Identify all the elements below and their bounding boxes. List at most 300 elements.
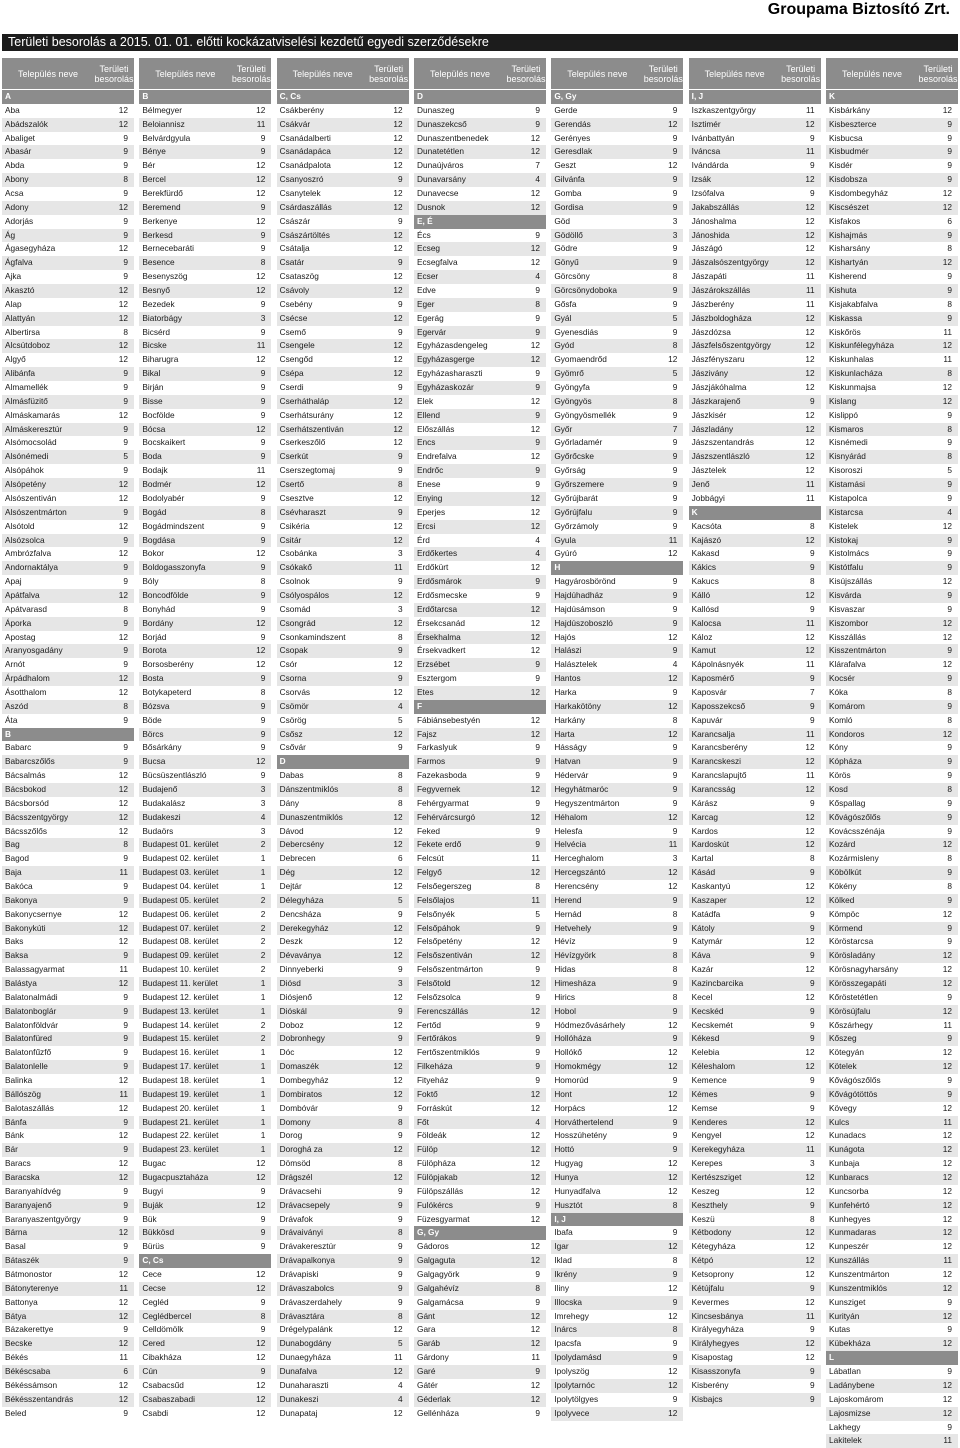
table-row	[826, 991, 958, 1005]
territorial-class-value: 8	[672, 714, 678, 725]
table-row	[2, 464, 134, 478]
territorial-class-value: 9	[672, 1269, 678, 1280]
territorial-class-value: 9	[947, 1324, 952, 1335]
territorial-class-value: 2	[260, 894, 266, 905]
column-header	[277, 58, 409, 89]
settlement-name: Ecsegfalva	[416, 257, 458, 268]
territorial-class-value: 12	[393, 811, 403, 822]
settlement-name: Akasztó	[5, 285, 35, 296]
table-row	[2, 1199, 134, 1213]
table-row	[551, 547, 683, 561]
territorial-class-value: 12	[118, 797, 128, 808]
table-row	[414, 312, 546, 326]
table-row	[139, 506, 271, 520]
territorial-class-value: 12	[530, 520, 540, 531]
territorial-class-value: 9	[398, 465, 403, 476]
territorial-class-value: 11	[119, 1282, 128, 1293]
settlement-name: Abasár	[5, 146, 32, 157]
territorial-class-value: 12	[118, 479, 128, 490]
settlement-name: Almamellék	[5, 382, 48, 393]
settlement-name: Kisasszonyfa	[691, 1366, 741, 1377]
table-row	[826, 1199, 958, 1213]
territorial-class-value: 9	[947, 492, 952, 503]
territorial-class-value: 2	[260, 1033, 266, 1044]
settlement-name: Gánt	[416, 1310, 435, 1321]
settlement-name: Kisvárda	[828, 589, 862, 600]
table-row	[551, 242, 683, 256]
territorial-class-value: 12	[668, 1047, 678, 1058]
table-row	[826, 631, 958, 645]
table-row	[2, 894, 134, 908]
territorial-class-value: 9	[398, 645, 403, 656]
settlement-name: Erdőkertes	[416, 548, 458, 559]
table-row	[414, 1323, 546, 1337]
table-row	[139, 1365, 271, 1379]
settlement-name: Katymár	[691, 936, 723, 947]
territorial-class-value: 9	[672, 1352, 678, 1363]
territorial-class-value: 8	[672, 395, 678, 406]
table-row	[689, 284, 821, 298]
table-row	[2, 1088, 134, 1102]
table-row	[551, 1102, 683, 1116]
settlement-name: Gyöngyfa	[554, 382, 590, 393]
settlement-name: Baksa	[5, 950, 29, 961]
table-row	[689, 741, 821, 755]
table-row	[826, 187, 958, 201]
table-row	[551, 575, 683, 589]
settlement-name: Cserhátszentiván	[279, 423, 344, 434]
territorial-class-value: 12	[118, 631, 128, 642]
settlement-name: Cserdi	[279, 382, 304, 393]
territorial-class-value: 9	[398, 673, 403, 684]
table-row	[551, 520, 683, 534]
settlement-name: Harka	[554, 686, 577, 697]
section-label: F	[416, 700, 423, 711]
territorial-class-value: 8	[535, 880, 540, 891]
territorial-class-value: 12	[256, 1199, 266, 1210]
settlement-name: Karcag	[691, 811, 718, 822]
table-row	[689, 242, 821, 256]
settlement-name: Jobbágyi	[691, 492, 725, 503]
section-label: G, Gy	[416, 1227, 440, 1238]
territorial-class-value: 9	[123, 1199, 128, 1210]
territorial-class-value: 9	[123, 576, 128, 587]
territorial-class-value: 9	[535, 1019, 540, 1030]
territorial-class-value: 9	[947, 132, 952, 143]
table-row	[414, 145, 546, 159]
table-row	[2, 617, 134, 631]
territorial-class-value: 9	[947, 700, 952, 711]
settlement-name: Ivánbattyán	[691, 132, 735, 143]
settlement-name: Gerendás	[554, 118, 591, 129]
settlement-name: Kőszeg	[828, 1033, 857, 1044]
table-row	[551, 949, 683, 963]
territorial-class-value: 9	[810, 867, 815, 878]
territorial-class-value: 3	[398, 548, 403, 559]
table-row	[139, 298, 271, 312]
settlement-name: Borota	[142, 645, 167, 656]
settlement-name: Kőröstetétlen	[828, 991, 878, 1002]
territorial-class-value: 8	[672, 1199, 678, 1210]
table-row	[2, 644, 134, 658]
table-row	[139, 1171, 271, 1185]
territorial-class-value: 9	[535, 1269, 540, 1280]
settlement-name: Hévízgyörk	[554, 950, 596, 961]
territorial-class-value: 9	[672, 978, 678, 988]
settlement-name: Dusnok	[416, 201, 446, 212]
settlement-name: Kisdér	[828, 160, 853, 171]
section-letter	[689, 506, 821, 520]
settlement-name: Geszt	[554, 160, 576, 171]
territorial-class-value: 9	[123, 395, 128, 406]
territorial-class-value: 12	[805, 437, 815, 448]
table-row	[277, 534, 409, 548]
table-row	[551, 423, 683, 437]
settlement-name: Gomba	[554, 188, 582, 199]
table-row	[414, 506, 546, 520]
table-row	[2, 797, 134, 811]
table-row	[414, 949, 546, 963]
settlement-name: Felsőpáhok	[416, 922, 460, 933]
table-row	[139, 963, 271, 977]
table-row	[139, 1323, 271, 1337]
settlement-name: Fekete erdő	[416, 839, 462, 850]
settlement-name: Budajenő	[142, 783, 178, 794]
territorial-class-value: 12	[942, 1199, 952, 1210]
settlement-name: Hont	[554, 1088, 572, 1099]
territorial-class-value: 3	[398, 603, 403, 614]
territorial-class-value: 9	[947, 479, 952, 490]
table-row	[139, 797, 271, 811]
territorial-class-value: 3	[672, 853, 678, 864]
table-row	[139, 1199, 271, 1213]
table-row	[277, 1129, 409, 1143]
territorial-class-value: 12	[118, 686, 128, 697]
territorial-class-value: 9	[123, 1019, 128, 1030]
table-row	[689, 409, 821, 423]
settlement-name: Homokmégy	[554, 1061, 601, 1072]
settlement-name: Csanyoszró	[279, 174, 324, 185]
settlement-name: Kocsér	[828, 673, 855, 684]
table-row	[414, 825, 546, 839]
table-row	[2, 423, 134, 437]
table-row	[689, 838, 821, 852]
table-row	[277, 242, 409, 256]
territorial-class-value: 9	[672, 1338, 678, 1349]
settlement-name: Kardoskút	[691, 839, 729, 850]
table-row	[277, 326, 409, 340]
settlement-name: Jászágó	[691, 243, 723, 254]
settlement-name: Fábiánsebestyén	[416, 714, 481, 725]
territorial-class-value: 9	[947, 1296, 952, 1307]
settlement-name: Felgyő	[416, 867, 442, 878]
settlement-name: Iváncsa	[691, 146, 721, 157]
table-row	[139, 866, 271, 880]
settlement-name: Kisapostag	[691, 1352, 733, 1363]
table-row	[2, 104, 134, 118]
settlement-name: Jászszentlászló	[691, 451, 750, 462]
settlement-name: Bátaszék	[5, 1255, 40, 1266]
territorial-class-value: 11	[806, 146, 815, 157]
table-row	[139, 118, 271, 132]
settlement-name: Budapest 02. kerület	[142, 853, 219, 864]
settlement-name: Alsópáhok	[5, 465, 44, 476]
settlement-name: Gödöllő	[554, 229, 583, 240]
table-row	[277, 797, 409, 811]
table-row	[414, 977, 546, 991]
settlement-name: Apátfalva	[5, 589, 40, 600]
settlement-name: Izsófalva	[691, 188, 725, 199]
territorial-class-value: 12	[393, 991, 403, 1002]
territorial-class-value: 9	[947, 811, 952, 822]
table-row	[689, 1323, 821, 1337]
settlement-name: Kisdombegyház	[828, 188, 889, 199]
territorial-class-value: 1	[260, 1047, 266, 1058]
settlement-name: Csór	[279, 659, 298, 670]
settlement-name: Békéscsaba	[5, 1366, 51, 1377]
territorial-class-value: 11	[943, 1019, 952, 1030]
table-row	[2, 755, 134, 769]
territorial-class-value: 9	[810, 1379, 815, 1390]
settlement-name: Kunadacs	[828, 1130, 866, 1141]
table-row	[414, 1116, 546, 1130]
territorial-class-value: 2	[260, 839, 266, 850]
settlement-name: Királyegyháza	[691, 1324, 744, 1335]
settlement-name: Bükkösd	[142, 1227, 175, 1238]
territorial-class-value: 9	[947, 229, 952, 240]
territorial-class-value: 9	[260, 1213, 266, 1224]
settlement-name: Kurityán	[828, 1310, 860, 1321]
table-row	[2, 1365, 134, 1379]
settlement-name: Bezedek	[142, 298, 175, 309]
territorial-class-value: 12	[256, 1352, 266, 1363]
table-row	[826, 353, 958, 367]
settlement-name: Kerepes	[691, 1158, 723, 1169]
table-row	[826, 173, 958, 187]
settlement-name: Boncodfölde	[142, 589, 189, 600]
territorial-class-value: 12	[942, 1005, 952, 1016]
settlement-name: Győrújfalu	[554, 506, 593, 517]
table-row	[551, 367, 683, 381]
table-row	[139, 270, 271, 284]
settlement-name: Alcsútdoboz	[5, 340, 51, 351]
settlement-name: Esztergom	[416, 673, 457, 684]
table-row	[414, 547, 546, 561]
table-row	[2, 1296, 134, 1310]
territorial-class-value: 12	[668, 1172, 678, 1183]
table-row	[826, 880, 958, 894]
settlement-name: Ipolyvece	[554, 1407, 590, 1418]
territorial-class-value: 1	[260, 880, 266, 891]
territorial-class-value: 9	[810, 1324, 815, 1335]
territorial-class-value: 12	[256, 1393, 266, 1404]
settlement-name: Drégelypalánk	[279, 1324, 333, 1335]
header-settlement-name: Település neve	[17, 68, 79, 79]
territorial-class-value: 9	[672, 520, 678, 531]
territorial-class-value: 8	[398, 783, 403, 794]
settlement-name: Budapest 16. kerület	[142, 1047, 219, 1058]
territorial-class-value: 9	[260, 1241, 266, 1252]
territorial-class-value: 11	[806, 271, 815, 282]
table-row	[826, 1116, 958, 1130]
territorial-class-value: 12	[393, 867, 403, 878]
classification-table	[2, 58, 958, 1446]
territorial-class-value: 9	[123, 1047, 128, 1058]
table-row	[826, 339, 958, 353]
settlement-name: Drávaiványi	[279, 1227, 324, 1238]
settlement-name: Hosszúhetény	[554, 1130, 607, 1141]
territorial-class-value: 9	[398, 1213, 403, 1224]
settlement-name: Bakóca	[5, 880, 33, 891]
territorial-class-value: 12	[530, 201, 540, 212]
territorial-class-value: 12	[942, 520, 952, 531]
territorial-class-value: 12	[668, 1019, 678, 1030]
table-row	[414, 686, 546, 700]
table-row	[277, 977, 409, 991]
settlement-name: Kardos	[691, 825, 718, 836]
territorial-class-value: 9	[672, 783, 678, 794]
settlement-name: Érd	[416, 534, 430, 545]
settlement-name: Kishuta	[828, 285, 857, 296]
table-row	[414, 229, 546, 243]
territorial-class-value: 12	[393, 1144, 403, 1155]
territorial-class-value: 12	[530, 1172, 540, 1183]
table-row	[826, 312, 958, 326]
settlement-name: Káloz	[691, 631, 713, 642]
table-row	[551, 1254, 683, 1268]
territorial-class-value: 9	[535, 1047, 540, 1058]
territorial-class-value: 12	[118, 589, 128, 600]
settlement-name: Budakeszi	[142, 811, 181, 822]
table-row	[689, 1379, 821, 1393]
settlement-name: Dejtár	[279, 880, 302, 891]
territorial-class-value: 9	[123, 950, 128, 961]
settlement-name: Köbölkút	[828, 867, 862, 878]
territorial-class-value: 12	[530, 146, 540, 157]
table-row	[277, 617, 409, 631]
territorial-class-value: 12	[256, 104, 266, 115]
settlement-name: Kunfehértó	[828, 1199, 870, 1210]
territorial-class-value: 12	[118, 1338, 128, 1349]
settlement-name: Kincsesbánya	[691, 1310, 744, 1321]
table-row	[139, 700, 271, 714]
table-row	[277, 728, 409, 742]
table-row	[2, 686, 134, 700]
territorial-class-value: 12	[805, 340, 815, 351]
territorial-class-value: 2	[260, 964, 266, 975]
settlement-name: Kaszaper	[691, 894, 727, 905]
settlement-name: Apátvarasd	[5, 603, 47, 614]
territorial-class-value: 12	[668, 1407, 678, 1418]
territorial-class-value: 9	[947, 174, 952, 185]
settlement-name: Hajdúszoboszló	[554, 617, 613, 628]
table-row	[826, 1421, 958, 1435]
settlement-name: Jánoshida	[691, 229, 730, 240]
table-row	[551, 1379, 683, 1393]
table-row	[826, 534, 958, 548]
territorial-class-value: 9	[535, 991, 540, 1002]
table-row	[414, 783, 546, 797]
settlement-name: Bárna	[5, 1227, 28, 1238]
settlement-name: Jánoshalma	[691, 215, 737, 226]
settlement-name: Csécse	[279, 312, 308, 323]
territorial-class-value: 9	[672, 1227, 678, 1238]
section-letter	[826, 1351, 958, 1365]
table-row	[826, 658, 958, 672]
settlement-name: Dinnyeberki	[279, 964, 324, 975]
settlement-name: Herencsény	[554, 880, 599, 891]
territorial-class-value: 9	[672, 603, 678, 614]
territorial-class-value: 12	[805, 1116, 815, 1127]
territorial-class-value: 9	[123, 382, 128, 393]
table-row	[689, 1199, 821, 1213]
table-row	[414, 1032, 546, 1046]
settlement-name: Biharugra	[142, 354, 179, 365]
territorial-class-value: 9	[672, 257, 678, 268]
table-row	[551, 1185, 683, 1199]
table-column	[277, 58, 409, 1421]
territorial-class-value: 12	[668, 354, 678, 365]
territorial-class-value: 8	[810, 853, 815, 864]
table-row	[2, 769, 134, 783]
table-row	[551, 312, 683, 326]
table-row	[277, 1337, 409, 1351]
territorial-class-value: 9	[672, 936, 678, 947]
table-row	[2, 963, 134, 977]
table-row	[689, 298, 821, 312]
table-row	[414, 963, 546, 977]
settlement-name: Győrszemere	[554, 479, 605, 490]
settlement-name: Fertőrákos	[416, 1033, 457, 1044]
territorial-class-value: 9	[672, 825, 678, 836]
territorial-class-value: 9	[260, 534, 266, 545]
table-row	[2, 520, 134, 534]
territorial-class-value: 4	[672, 659, 678, 670]
settlement-name: Eger	[416, 298, 435, 309]
territorial-class-value: 12	[393, 340, 403, 351]
table-row	[689, 520, 821, 534]
territorial-class-value: 9	[535, 118, 540, 129]
table-row	[139, 1102, 271, 1116]
territorial-class-value: 11	[256, 340, 266, 351]
settlement-name: Ipolytarnóc	[554, 1379, 595, 1390]
settlement-name: Érsekhalma	[416, 631, 461, 642]
settlement-name: Csávoly	[279, 285, 310, 296]
section-letter	[2, 728, 134, 742]
table-row	[689, 1254, 821, 1268]
table-row	[551, 326, 683, 340]
territorial-class-value: 9	[535, 479, 540, 490]
territorial-class-value: 12	[530, 340, 540, 351]
table-row	[2, 866, 134, 880]
territorial-class-value: 9	[260, 589, 266, 600]
table-row	[414, 436, 546, 450]
table-row	[277, 1185, 409, 1199]
territorial-class-value: 11	[806, 285, 815, 296]
territorial-class-value: 9	[810, 1199, 815, 1210]
table-row	[139, 1351, 271, 1365]
table-row	[2, 1074, 134, 1088]
table-row	[277, 1032, 409, 1046]
territorial-class-value: 12	[256, 617, 266, 628]
settlement-name: Görcsöny	[554, 271, 590, 282]
table-row	[277, 436, 409, 450]
territorial-class-value: 12	[393, 1075, 403, 1086]
settlement-name: Gordisa	[554, 201, 584, 212]
territorial-class-value: 12	[530, 1393, 540, 1404]
settlement-name: Békéssámson	[5, 1379, 58, 1390]
territorial-class-value: 12	[118, 770, 128, 781]
